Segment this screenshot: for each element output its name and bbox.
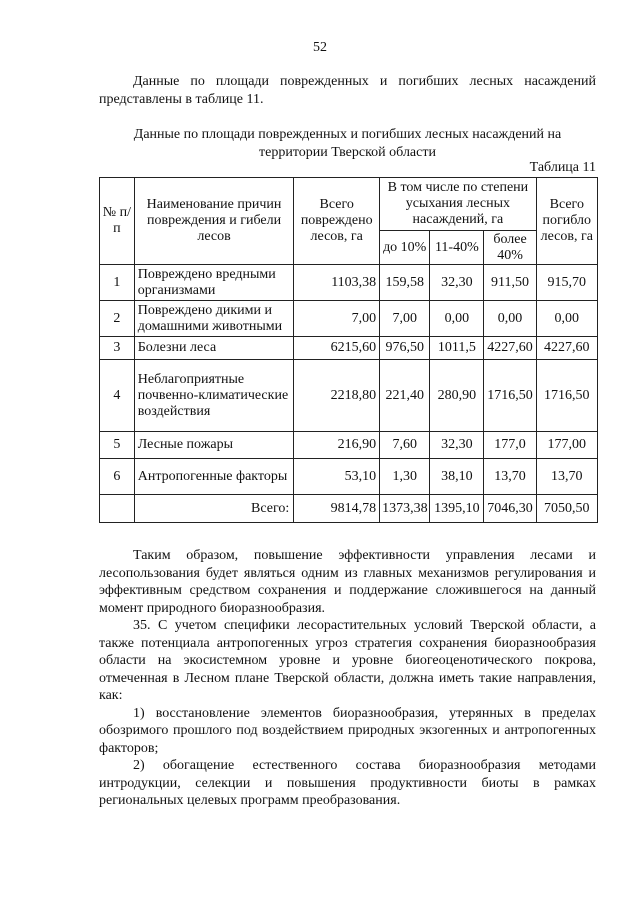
cell-dead: 915,70 — [536, 265, 597, 301]
table-row — [100, 432, 598, 459]
table-row — [100, 265, 598, 301]
body-text — [99, 547, 596, 810]
header-up-to-10: до 10% — [380, 231, 430, 265]
header-damaged: Всего повреждено лесов, га — [294, 178, 380, 265]
header-no: № п/п — [100, 178, 135, 265]
cell-total-up-to-10: 1373,38 — [380, 495, 430, 523]
header-name: Наименование причин повреждения и гибели лесов — [134, 178, 294, 265]
cell-11-40: 32,30 — [430, 432, 484, 459]
cell-total-11-40: 1395,10 — [430, 495, 484, 523]
header-11-40: 11-40% — [430, 231, 484, 265]
cell-damaged: 7,00 — [294, 301, 380, 337]
cell-over-40: 13,70 — [484, 459, 536, 495]
paragraph: 2) обогащение естественного состава биоразнообразия методами интродукции, селекции и повышения продуктивности биоты в рамках региональных целевых программ преобразования. — [99, 758, 596, 808]
cell-up-to-10: 7,60 — [380, 432, 430, 459]
cell-name: Болезни леса — [134, 337, 294, 360]
cell-no: 3 — [100, 337, 135, 360]
header-over-40: более 40% — [484, 231, 536, 265]
cell-damaged: 216,90 — [294, 432, 380, 459]
cell-over-40: 1716,50 — [484, 360, 536, 432]
cell-no: 1 — [100, 265, 135, 301]
cell-dead: 1716,50 — [536, 360, 597, 432]
cell-total-dead: 7050,50 — [536, 495, 597, 523]
table-row — [100, 360, 598, 432]
cell-up-to-10: 159,58 — [380, 265, 430, 301]
cell-dead: 0,00 — [536, 301, 597, 337]
cell-11-40: 280,90 — [430, 360, 484, 432]
table-label: Таблица 11 — [529, 160, 596, 175]
cell-no: 6 — [100, 459, 135, 495]
cell-name: Антропогенные факторы — [134, 459, 294, 495]
cell-up-to-10: 221,40 — [380, 360, 430, 432]
paragraph: Таким образом, повышение эффективности управления лесами и лесопользования будет являться одним из главных механизмов регулирования и эффективным средством сохранения и поддержание сложившегося на данный момент природного биоразнообразия. — [99, 548, 596, 616]
cell-total-label: Всего: — [134, 495, 294, 523]
cell-over-40: 4227,60 — [484, 337, 536, 360]
cell-name: Повреждено дикими и домашними животными — [134, 301, 294, 337]
table-row — [100, 337, 598, 360]
table-caption: Данные по площади поврежденных и погибших лесных насаждений на территории Тверской области — [133, 127, 562, 160]
cell-over-40: 0,00 — [484, 301, 536, 337]
cell-dead: 177,00 — [536, 432, 597, 459]
cell-dead: 4227,60 — [536, 337, 597, 360]
cell-no: 5 — [100, 432, 135, 459]
cell-no: 2 — [100, 301, 135, 337]
paragraph: 35. С учетом специфики лесорастительных условий Тверской области, а также потенциала антропогенных угроз стратегия сохранения биоразнообразия области на экосистемном уровне и уровне биогеоценотического покрова, отмеченная в Лесном плане Тверской области, должна иметь такие направления, как: — [99, 618, 596, 703]
cell-total-empty — [100, 495, 135, 523]
cell-damaged: 1103,38 — [294, 265, 380, 301]
cell-no: 4 — [100, 360, 135, 432]
table-total-row — [100, 495, 598, 523]
cell-total-damaged: 9814,78 — [294, 495, 380, 523]
page-number: 52 — [313, 40, 327, 55]
cell-total-over-40: 7046,30 — [484, 495, 536, 523]
cell-up-to-10: 1,30 — [380, 459, 430, 495]
cell-up-to-10: 976,50 — [380, 337, 430, 360]
cell-over-40: 177,0 — [484, 432, 536, 459]
table-header-row — [100, 178, 598, 231]
paragraph: 1) восстановление элементов биоразнообразия, утерянных в пределах обозримого прошлого под воздействием природных экзогенных и антропогенных факторов; — [99, 705, 596, 756]
cell-name: Лесные пожары — [134, 432, 294, 459]
cell-11-40: 32,30 — [430, 265, 484, 301]
cell-damaged: 2218,80 — [294, 360, 380, 432]
cell-over-40: 911,50 — [484, 265, 536, 301]
cell-up-to-10: 7,00 — [380, 301, 430, 337]
cell-name: Неблагоприятные почвенно-климатические воздействия — [134, 360, 294, 432]
cell-11-40: 1011,5 — [430, 337, 484, 360]
table-row — [100, 301, 598, 337]
table-row — [100, 459, 598, 495]
cell-name: Повреждено вредными организмами — [134, 265, 294, 301]
cell-11-40: 0,00 — [430, 301, 484, 337]
cell-damaged: 6215,60 — [294, 337, 380, 360]
forest-damage-table — [99, 177, 598, 523]
cell-11-40: 38,10 — [430, 459, 484, 495]
header-shrinkage-group: В том числе по степени усыхания лесных насаждений, га — [380, 178, 536, 231]
cell-dead: 13,70 — [536, 459, 597, 495]
header-dead: Всего погибло лесов, га — [536, 178, 597, 265]
cell-damaged: 53,10 — [294, 459, 380, 495]
intro-paragraph: Данные по площади поврежденных и погибших лесных насаждений представлены в таблице 11. — [99, 74, 596, 107]
